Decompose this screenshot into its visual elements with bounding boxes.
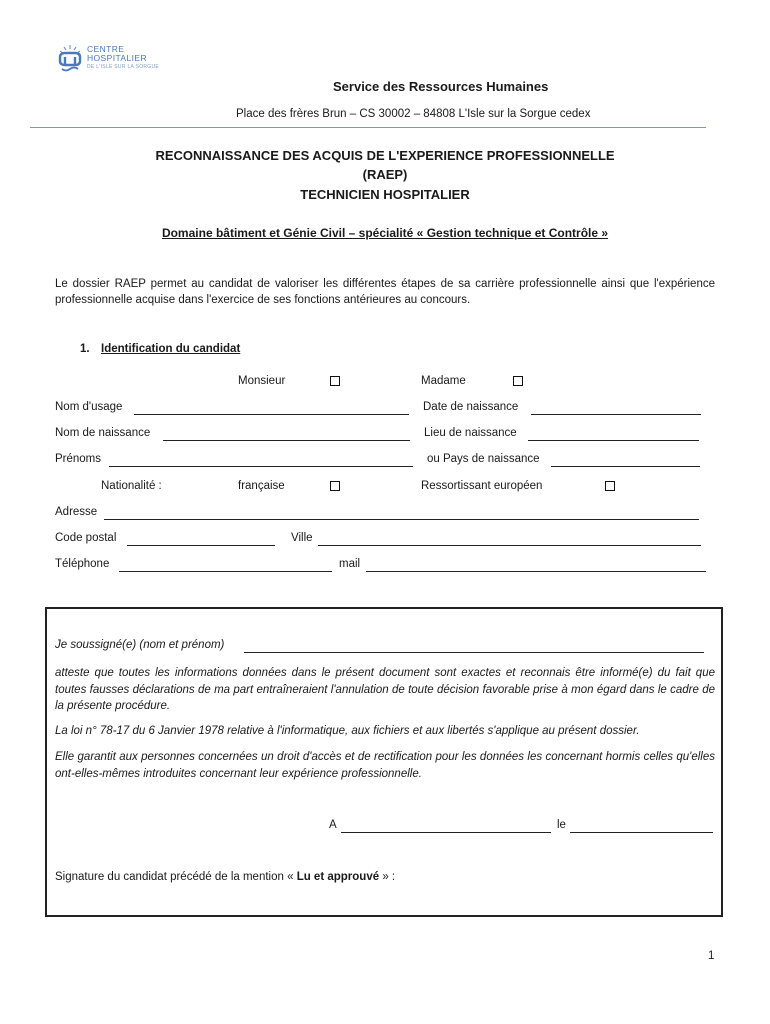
prenoms-field[interactable] <box>109 466 413 467</box>
prenoms-label: Prénoms <box>55 453 102 465</box>
madame-checkbox[interactable] <box>513 376 523 386</box>
date-signature-field[interactable] <box>570 832 713 833</box>
title-domain: Domaine bâtiment et Génie Civil – spécialité « Gestion technique et Contrôle » <box>161 226 609 240</box>
lieu-naissance-field[interactable] <box>528 440 699 441</box>
logo-line2: HOSPITALIER <box>87 53 147 63</box>
mail-field[interactable] <box>366 571 706 572</box>
signature-prefix: Signature du candidat précédé de la mention « <box>55 871 294 883</box>
nationalite-label: Nationalité : <box>101 480 162 492</box>
service-address: Place des frères Brun – CS 30002 – 84808 L'Isle sur la Sorgue cedex <box>236 108 591 120</box>
intro-paragraph: Le dossier RAEP permet au candidat de valoriser les différentes étapes de sa carrière professionnelle ainsi que l'expérience professionnelle acquise dans l'exercice de ses fonctions antérieures au concours. <box>55 278 715 306</box>
signature-bold: Lu et approuvé <box>296 871 380 883</box>
francaise-label: française <box>238 480 285 492</box>
garantit-text: Elle garantit aux personnes concernées un droit d'accès et de rectification pour les données les concernant hormis celles qu'elles ont-elles-mêmes introduites concernant leur expérience professionnelle. <box>55 751 715 780</box>
attestation-text: atteste que toutes les informations données dans le présent document sont exactes et reconnais être informé(e) du fait que toutes fausses déclarations de ma part entraîneraient l'annulation de toute décision favorable prise à mon égard dans le cadre de la présente procédure. <box>55 667 715 712</box>
mail-label: mail <box>339 558 361 570</box>
title-line1: RECONNAISSANCE DES ACQUIS DE L'EXPERIENCE PROFESSIONNELLE <box>155 148 615 163</box>
code-postal-label: Code postal <box>55 532 117 544</box>
loi-text: La loi n° 78-17 du 6 Janvier 1978 relative à l'informatique, aux fichiers et aux libertés s'applique au présent dossier. <box>55 725 640 737</box>
telephone-label: Téléphone <box>55 558 110 570</box>
header-divider <box>30 127 706 128</box>
lieu-signature-field[interactable] <box>341 832 551 833</box>
date-naissance-field[interactable] <box>531 414 701 415</box>
code-postal-field[interactable] <box>127 545 275 546</box>
monsieur-checkbox[interactable] <box>330 376 340 386</box>
signature-mention <box>55 871 395 883</box>
francaise-checkbox[interactable] <box>330 481 340 491</box>
section1-number: 1. <box>80 343 90 355</box>
page-number: 1 <box>708 950 715 962</box>
pays-naissance-label: ou Pays de naissance <box>427 453 540 465</box>
monsieur-label: Monsieur <box>238 375 286 387</box>
pays-naissance-field[interactable] <box>551 466 700 467</box>
ressortissant-label: Ressortissant européen <box>421 480 543 492</box>
nom-naissance-label: Nom de naissance <box>55 427 151 439</box>
telephone-field[interactable] <box>119 571 332 572</box>
logo-line1: CENTRE <box>87 44 125 54</box>
ville-label: Ville <box>291 532 313 544</box>
soussigne-label: Je soussigné(e) (nom et prénom) <box>55 639 225 651</box>
adresse-field[interactable] <box>104 519 699 520</box>
logo-line3: DE L'ISLE SUR LA SORGUE <box>87 64 160 70</box>
date-naissance-label: Date de naissance <box>423 401 519 413</box>
madame-label: Madame <box>421 375 466 387</box>
nom-naissance-field[interactable] <box>163 440 410 441</box>
section1-title: Identification du candidat <box>101 343 241 355</box>
date-signature-label: le <box>557 819 566 831</box>
hospital-logo <box>56 43 166 77</box>
lieu-naissance-label: Lieu de naissance <box>424 427 517 439</box>
service-title: Service des Ressources Humaines <box>333 79 549 94</box>
title-line3: TECHNICIEN HOSPITALIER <box>300 187 470 202</box>
ressortissant-checkbox[interactable] <box>605 481 615 491</box>
title-line2: (RAEP) <box>362 167 408 182</box>
nom-usage-field[interactable] <box>134 414 409 415</box>
ville-field[interactable] <box>318 545 701 546</box>
nom-usage-label: Nom d'usage <box>55 401 123 413</box>
hospital-logo-icon <box>56 43 86 75</box>
adresse-label: Adresse <box>55 506 98 518</box>
lieu-signature-label: A <box>329 819 337 831</box>
signature-suffix: » : <box>382 871 396 883</box>
soussigne-field[interactable] <box>244 652 704 653</box>
